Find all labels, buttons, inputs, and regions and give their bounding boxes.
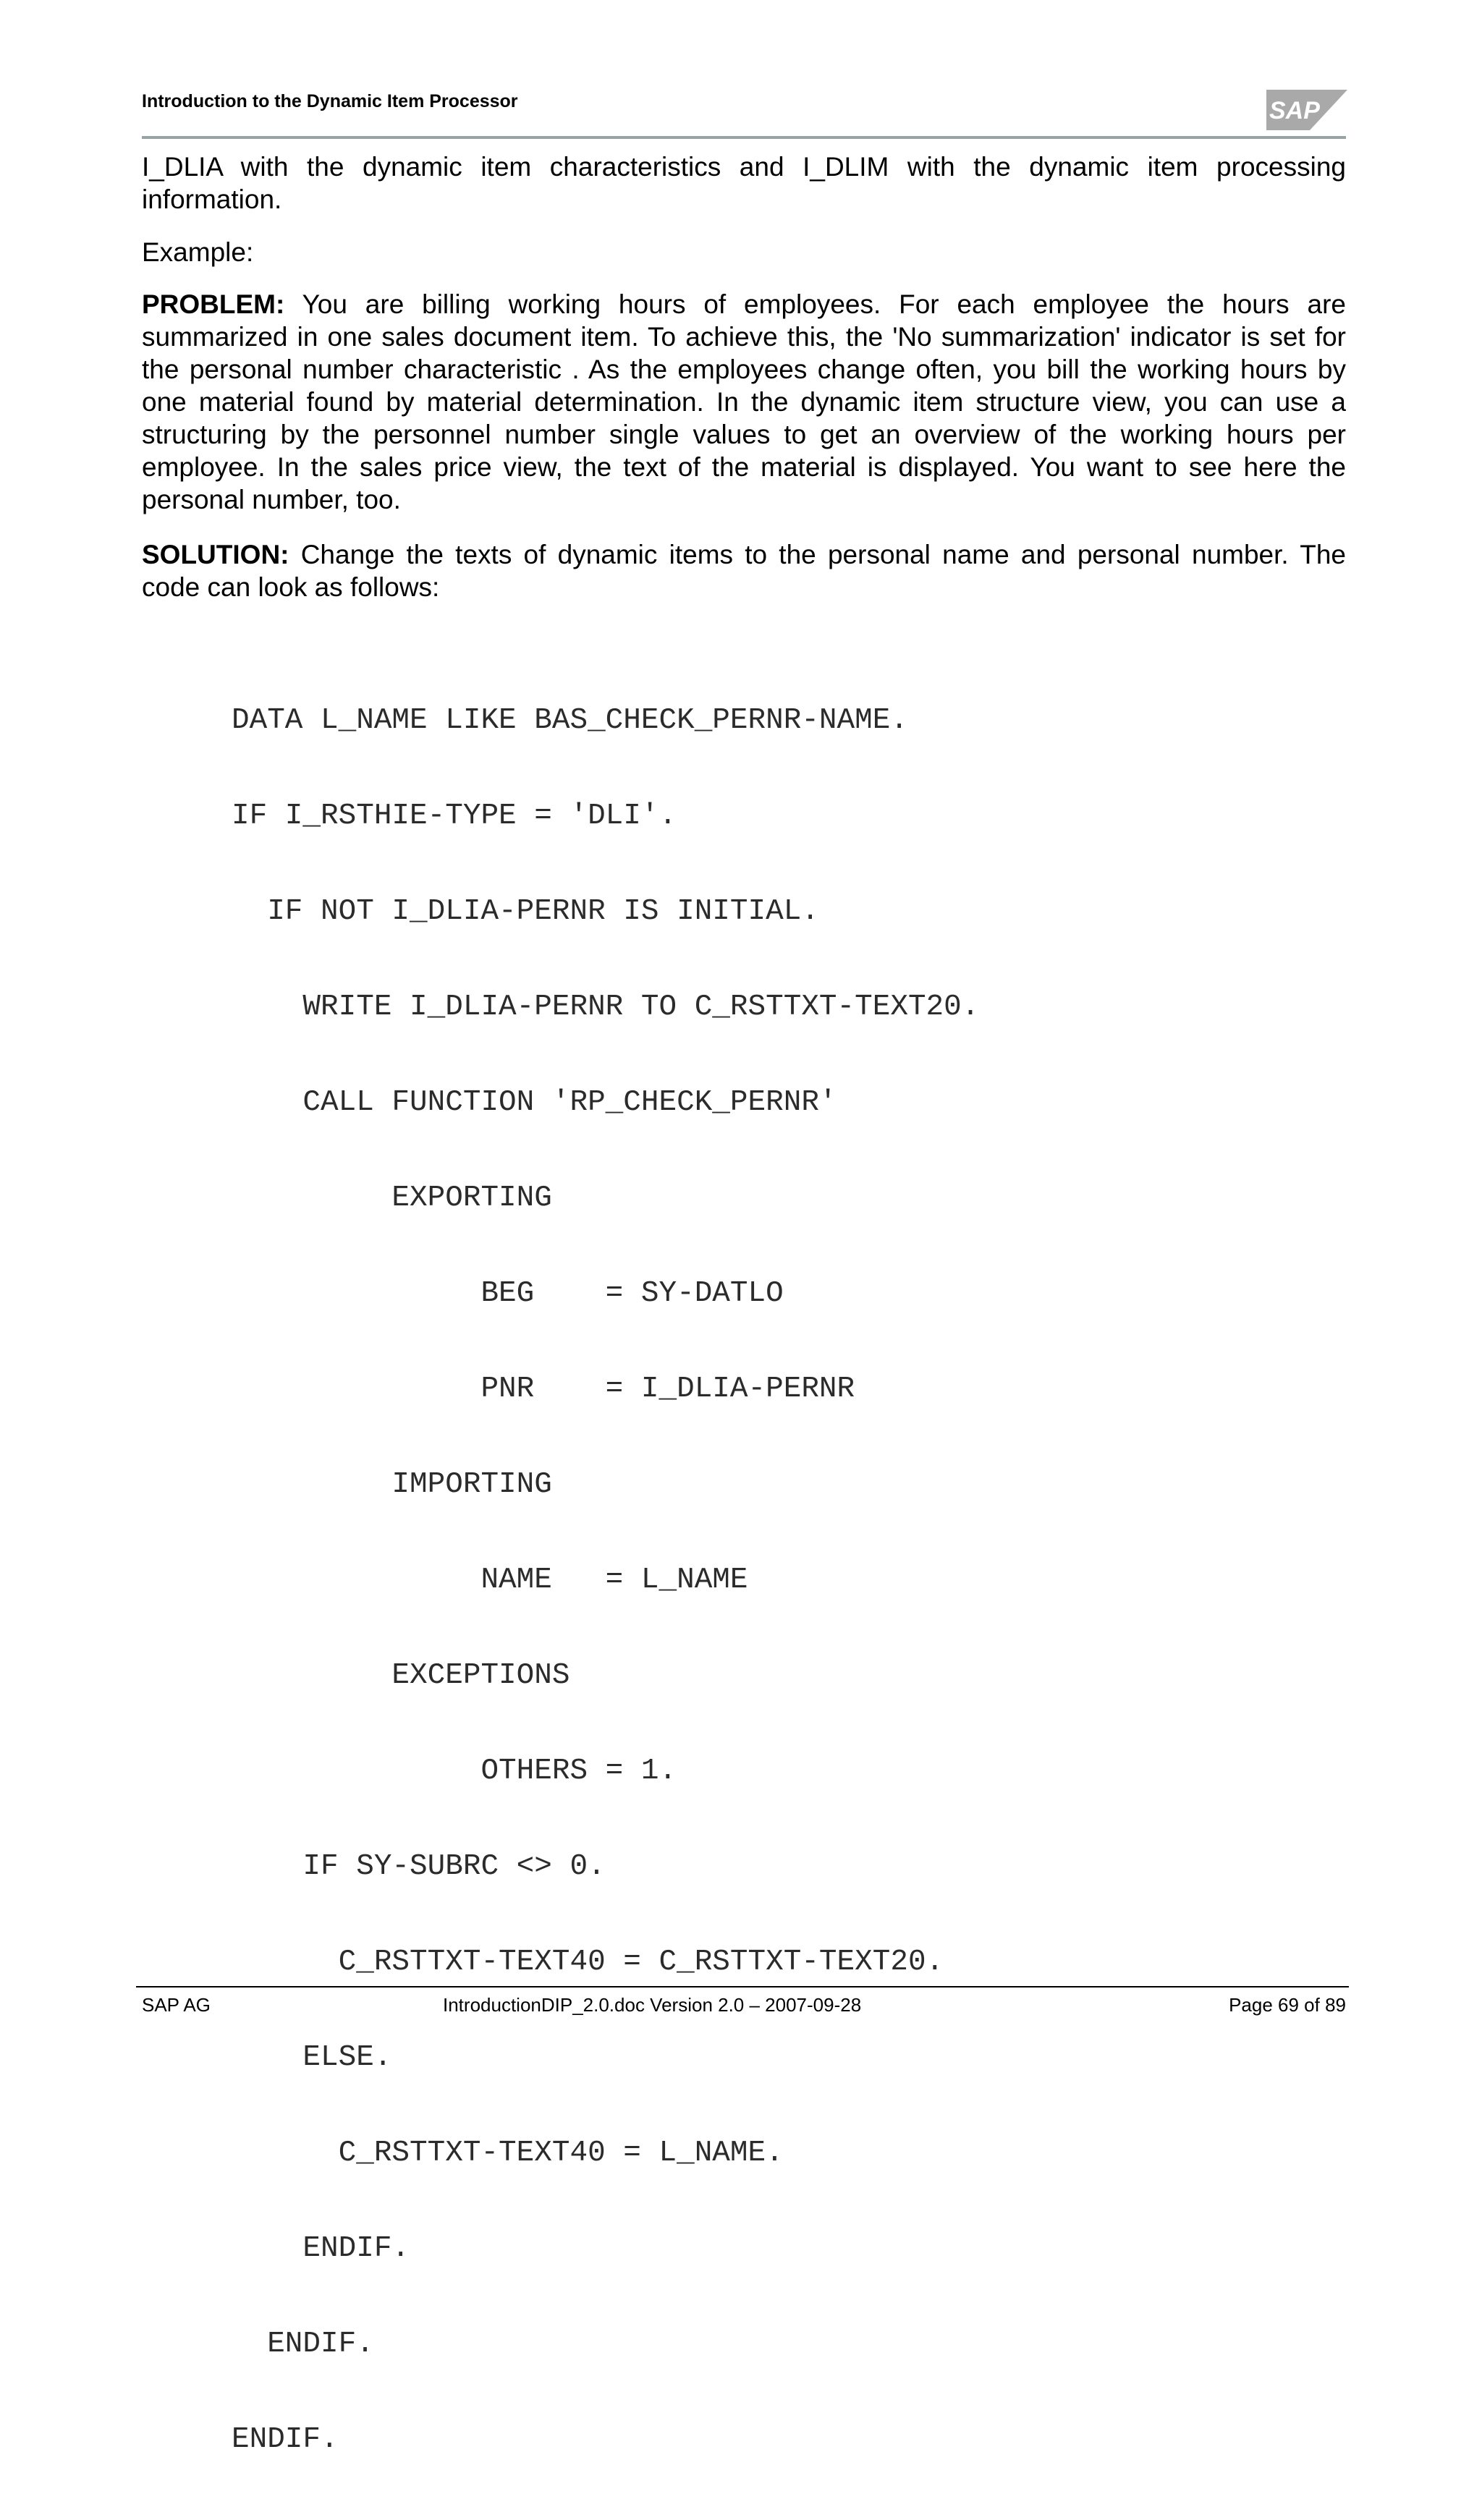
code-line: ELSE. xyxy=(232,2041,392,2074)
footer-rule xyxy=(136,1986,1349,1987)
footer-page-number: Page 69 of 89 xyxy=(1229,1994,1346,2016)
code-line: BEG = SY-DATLO xyxy=(232,1277,784,1310)
code-line: EXCEPTIONS xyxy=(232,1659,570,1692)
running-header-title: Introduction to the Dynamic Item Processor xyxy=(142,91,518,111)
code-line: NAME = L_NAME xyxy=(232,1564,748,1597)
code-line: IF NOT I_DLIA-PERNR IS INITIAL. xyxy=(232,895,819,928)
code-line: EXPORTING xyxy=(232,1181,552,1215)
code-line: IMPORTING xyxy=(232,1468,552,1501)
code-line: IF I_RSTHIE-TYPE = 'DLI'. xyxy=(232,799,677,833)
code-line: C_RSTTXT-TEXT40 = C_RSTTXT-TEXT20. xyxy=(232,1946,944,1979)
footer-company: SAP AG xyxy=(142,1994,211,2016)
paragraph-example-label: Example: xyxy=(142,237,254,267)
solution-text: Change the texts of dynamic items to the personal name and personal number. The code can look as follows: xyxy=(142,540,1346,602)
svg-text:SAP: SAP xyxy=(1269,97,1320,124)
code-line: WRITE I_DLIA-PERNR TO C_RSTTXT-TEXT20. xyxy=(232,990,980,1024)
code-line: CALL FUNCTION 'RP_CHECK_PERNR' xyxy=(232,1086,837,1119)
code-line: IF SY-SUBRC <> 0. xyxy=(232,1850,606,1883)
code-line: ENDIF. xyxy=(232,2232,410,2265)
code-line: C_RSTTXT-TEXT40 = L_NAME. xyxy=(232,2137,784,2170)
footer-document-info: IntroductionDIP_2.0.doc Version 2.0 – 2007-09-28 xyxy=(443,1994,862,2016)
code-line: ENDIF. xyxy=(232,2423,339,2456)
code-line: PNR = I_DLIA-PERNR xyxy=(232,1373,855,1406)
problem-label: PROBLEM: xyxy=(142,289,285,319)
paragraph-intro: I_DLIA with the dynamic item characteristics and I_DLIM with the dynamic item processing information. xyxy=(142,152,1346,214)
code-block xyxy=(232,641,979,2519)
header-rule xyxy=(142,136,1346,139)
sap-logo xyxy=(1266,90,1347,130)
solution-label: SOLUTION: xyxy=(142,540,289,569)
paragraph-problem xyxy=(142,288,1346,516)
code-line: DATA L_NAME LIKE BAS_CHECK_PERNR-NAME. xyxy=(232,704,908,737)
code-line: OTHERS = 1. xyxy=(232,1755,677,1788)
problem-text: You are billing working hours of employees. For each employee the hours are summarized in one sales document item. To achieve this, the 'No summarization' indicator is set for the personal number characteristic . As the employees change often, you bill the working hours by one material found by material determination. In the dynamic item structure view, you can use a structuring by the personnel number single values to get an overview of the working hours per employee. In the sales price view, the text of the material is displayed. You want to see here the personal number, too. xyxy=(142,289,1346,514)
code-line: ENDIF. xyxy=(232,2328,374,2361)
paragraph-solution xyxy=(142,538,1346,603)
